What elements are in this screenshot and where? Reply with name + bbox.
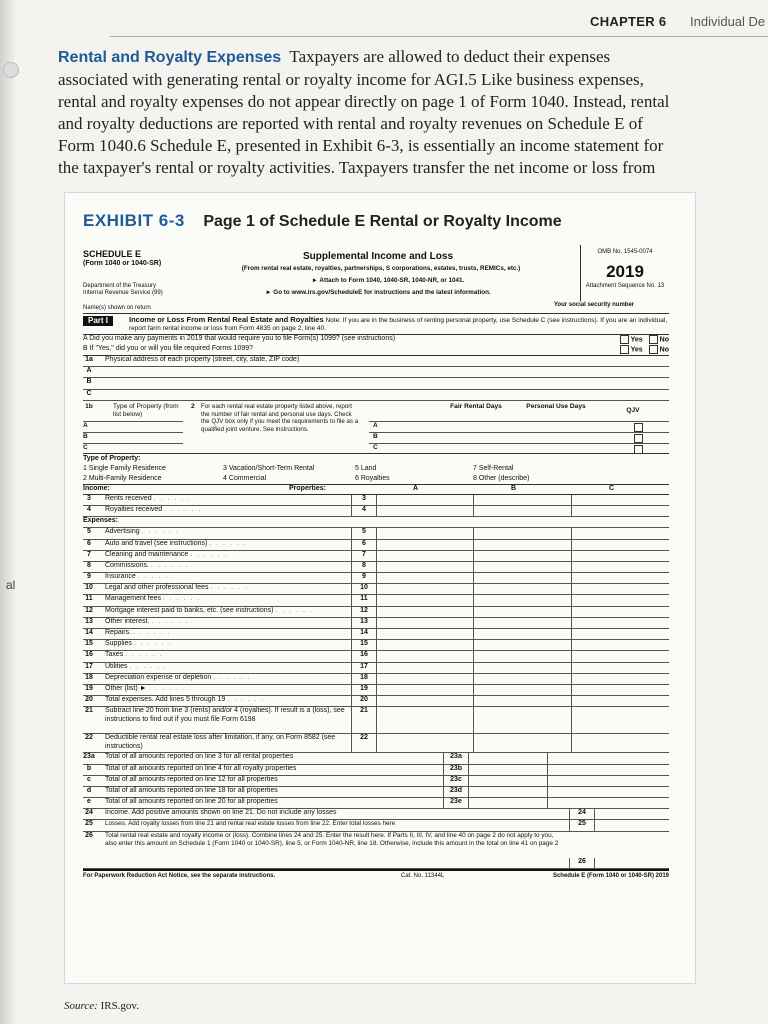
line-text: Physical address of each property (street, city, state, ZIP code) <box>105 356 300 363</box>
line-4-col-a[interactable] <box>375 506 474 516</box>
source-text: IRS.gov. <box>100 1000 139 1012</box>
line-number: 16 <box>85 651 93 659</box>
attachment-seq: Attachment Sequence No. 13 <box>585 283 665 289</box>
prop-letter: C <box>373 443 378 451</box>
qjv-header: QJV <box>626 406 640 414</box>
line-3 <box>83 495 669 506</box>
margin-note: al <box>6 578 16 592</box>
line-14 <box>83 629 669 640</box>
line-23b-field[interactable] <box>467 765 548 775</box>
type-8: 8 Other (describe) <box>473 474 530 482</box>
expenses-label: Expenses: <box>83 517 119 525</box>
paragraph-lead: Rental and Royalty Expenses <box>58 49 282 66</box>
line-20 <box>83 696 669 707</box>
ssn-label: Your social security number <box>553 302 635 308</box>
type-entry-b[interactable] <box>83 433 183 444</box>
yes-label: Yes <box>630 346 643 354</box>
line-17-col-b[interactable] <box>473 663 572 673</box>
line-number: 17 <box>85 662 93 670</box>
form-header <box>83 245 669 314</box>
type-7: 7 Self-Rental <box>473 464 514 472</box>
question-a-choices <box>616 335 669 345</box>
part-heading <box>129 315 669 333</box>
part-label: Part I <box>83 316 113 326</box>
irs-line: Internal Revenue Service (99) <box>83 290 163 297</box>
income-label: Income: <box>83 484 110 492</box>
address-row-c[interactable] <box>83 390 669 401</box>
prop-letter: A <box>86 367 92 375</box>
col-a-header: A <box>413 484 419 492</box>
line-number: 8 <box>87 561 91 569</box>
type-heading: Type of Property: <box>83 454 141 462</box>
line-text: Utilities . . . . . . <box>105 662 168 670</box>
line-24-box: 24 <box>569 809 595 819</box>
type-6: 6 Royalties <box>355 474 390 482</box>
chapter-label: CHAPTER 6 <box>590 14 667 29</box>
line-text: Insurance . . . . . . <box>105 573 176 581</box>
schedule-name: SCHEDULE E <box>83 249 142 259</box>
question-a-yes-checkbox[interactable] <box>620 335 629 344</box>
line-text: Advertising . . . . . . <box>105 528 180 536</box>
line-number: 4 <box>87 505 91 513</box>
line-15-col-b[interactable] <box>473 640 572 650</box>
line-4 <box>83 506 669 517</box>
line-25-field[interactable] <box>593 820 669 830</box>
line-25-text: Losses. Add royalty losses from line 21 and rental real estate losses from line 22. Enter total losses here <box>105 820 396 828</box>
line-number: d <box>86 786 92 794</box>
prop-letter: B <box>83 432 88 440</box>
expenses-header <box>83 517 669 528</box>
qjv-checkbox-a[interactable] <box>634 423 643 432</box>
line-box-number: 12 <box>351 607 377 617</box>
line-22 <box>83 734 669 753</box>
line-23e-field[interactable] <box>467 798 548 808</box>
line-22-col-a[interactable] <box>375 734 474 752</box>
line-16-col-a[interactable] <box>375 651 474 661</box>
prop-letter: A <box>373 421 378 429</box>
line-number: 1b <box>85 402 93 410</box>
line-24 <box>83 809 669 820</box>
line-23d-field[interactable] <box>467 787 548 797</box>
question-b-no-checkbox[interactable] <box>649 345 658 354</box>
part-note: Note: If you are in the business of renting personal property, use Schedule C (see instructions). If you are an individual, report farm rental income or loss from Form 4835 on page 2, line 40. <box>129 317 668 333</box>
line-6 <box>83 540 669 551</box>
line-box-number: 18 <box>351 674 377 684</box>
line-16 <box>83 651 669 662</box>
question-b <box>83 345 669 356</box>
line-7-col-a[interactable] <box>375 551 474 561</box>
line-box-number: 9 <box>351 573 377 583</box>
line-25-box: 25 <box>569 820 595 830</box>
line-6-col-a[interactable] <box>375 540 474 550</box>
line-10-col-b[interactable] <box>473 584 572 594</box>
source-note <box>64 1000 139 1012</box>
line-number: 10 <box>85 584 93 592</box>
line-box-number: 16 <box>351 651 377 661</box>
line-15-col-a[interactable] <box>375 640 474 650</box>
source-label: Source: <box>64 1000 98 1012</box>
paperwork-note: For Paperwork Reduction Act Notice, see the separate instructions. <box>83 872 276 879</box>
line-box-number: 10 <box>351 584 377 594</box>
line-9 <box>83 573 669 584</box>
line-number: 5 <box>87 528 91 536</box>
line-text: Royalties received . . . . . . <box>105 505 203 513</box>
prop-letter: C <box>86 389 92 397</box>
omb-number: OMB No. 1545-0074 <box>597 249 653 255</box>
line-number: 2 <box>191 402 195 410</box>
line-23a-field[interactable] <box>467 753 548 763</box>
line-23e-text: Total of all amounts reported on line 20 for all properties <box>105 798 278 806</box>
question-b-text: B If "Yes," did you or will you file required Forms 1099? <box>83 345 254 352</box>
line-number: 15 <box>85 640 93 648</box>
line-10 <box>83 584 669 595</box>
line-text: Management fees . . . . . . <box>105 595 201 603</box>
line-23d-box: 23d <box>443 787 469 797</box>
line-box-number: 11 <box>351 595 377 605</box>
line-text: Rents received . . . . . . <box>105 494 192 502</box>
line-11 <box>83 595 669 606</box>
schedule-e-form <box>83 245 669 885</box>
line-7 <box>83 551 669 562</box>
line-box-number: 5 <box>351 528 377 538</box>
line-number: 24 <box>85 809 93 817</box>
attach-note: ► Attach to Form 1040, 1040-SR, 1040-NR, or 1041. <box>311 277 465 284</box>
line-4-col-b[interactable] <box>473 506 572 516</box>
income-header <box>83 484 669 495</box>
line-12-col-b[interactable] <box>473 607 572 617</box>
line-5 <box>83 528 669 539</box>
line-26-text: Total rental real estate and royalty income or (loss). Combine lines 24 and 25. Enter the result here. If Parts II, III, IV, and line 40 on page 2 do not apply to you, also enter this amount on Schedule 1 (Form 1040 or 1040-SR), line 5, or Form 1040-NR, line 18. Otherwise, include this amount in the total on line 41 on page 2 <box>105 831 559 847</box>
line-box-number: 8 <box>351 562 377 572</box>
binding-hole <box>3 62 19 78</box>
line-9-col-a[interactable] <box>375 573 474 583</box>
prop-letter: C <box>83 443 88 451</box>
personal-use-header: Personal Use Days <box>526 402 586 410</box>
line-text: Auto and travel (see instructions) . . . . . . <box>105 539 248 547</box>
line-23c-text: Total of all amounts reported on line 12 for all properties <box>105 775 278 783</box>
line-number: 25 <box>85 820 93 828</box>
prop-letter: B <box>86 378 92 386</box>
line-23a-text: Total of all amounts reported on line 3 for all rental properties <box>105 753 294 761</box>
line-text: Other interest. . . . . . . <box>105 617 190 625</box>
line-24-text: Income. Add positive amounts shown on line 21. Do not include any losses <box>105 809 337 817</box>
line-number: 1a <box>85 356 93 363</box>
line-13 <box>83 618 669 629</box>
line-21-col-b[interactable] <box>473 707 572 733</box>
fair-rental-header: Fair Rental Days <box>450 402 502 410</box>
line-text: Mortgage interest paid to banks, etc. (see instructions) . . . . . . <box>105 606 314 614</box>
line-13-col-a[interactable] <box>375 618 474 628</box>
line-number: b <box>86 764 92 772</box>
line-17-col-a[interactable] <box>375 663 474 673</box>
body-paragraph <box>58 46 678 179</box>
type-property-label: Type of Property (from list below) <box>113 402 179 418</box>
address-row-a[interactable] <box>83 367 669 378</box>
line-text: Repairs. . . . . . . <box>105 629 171 636</box>
section-label: Individual De <box>690 14 766 29</box>
type-entry-c[interactable] <box>83 444 183 453</box>
line-25 <box>83 820 669 831</box>
line-22-text: Deductible rental real estate loss after limitation, if any, on Form 8582 (see instructions) <box>105 734 336 751</box>
line-number: 3 <box>87 494 91 502</box>
line-10-col-a[interactable] <box>375 584 474 594</box>
days-row-b[interactable] <box>369 433 669 444</box>
line-box-number: 3 <box>351 495 377 505</box>
qjv-checkbox-c[interactable] <box>634 445 643 454</box>
line-11-col-a[interactable] <box>375 595 474 605</box>
address-row-b[interactable] <box>83 378 669 389</box>
line-11-col-b[interactable] <box>473 595 572 605</box>
line-9-col-b[interactable] <box>473 573 572 583</box>
exhibit-box <box>64 192 696 984</box>
line-number: 7 <box>87 550 91 558</box>
days-row-a[interactable] <box>369 422 669 433</box>
exhibit-number: EXHIBIT 6-3 <box>83 211 185 230</box>
line-18 <box>83 674 669 685</box>
line-box-number: 4 <box>351 506 377 516</box>
line-16-col-b[interactable] <box>473 651 572 661</box>
line-23b-box: 23b <box>443 765 469 775</box>
line-text: Cleaning and maintenance . . . . . . <box>105 550 229 558</box>
question-a-no-checkbox[interactable] <box>649 335 658 344</box>
type-5: 5 Land <box>355 464 377 472</box>
line-number: 11 <box>85 595 93 603</box>
line-box-number: 17 <box>351 663 377 673</box>
type-4: 4 Commercial <box>223 474 267 482</box>
line-18-col-a[interactable] <box>375 674 474 684</box>
line-6-col-b[interactable] <box>473 540 572 550</box>
line-23b <box>83 765 669 776</box>
line-26-field[interactable] <box>593 858 669 868</box>
line-box-number: 14 <box>351 629 377 639</box>
line-21 <box>83 707 669 734</box>
yes-label: Yes <box>630 336 643 344</box>
line-22-box: 22 <box>351 734 377 752</box>
line-number: 20 <box>85 696 93 704</box>
line-8 <box>83 562 669 573</box>
question-b-yes-checkbox[interactable] <box>620 345 629 354</box>
line-text: Taxes . . . . . . <box>105 651 164 659</box>
line-number: 6 <box>87 539 91 547</box>
names-label: Name(s) shown on return <box>83 305 151 311</box>
line-8-col-b[interactable] <box>473 562 572 572</box>
form-footer <box>83 869 669 885</box>
line-23d <box>83 787 669 798</box>
line-12 <box>83 607 669 618</box>
form-number: (Form 1040 or 1040-SR) <box>83 260 162 267</box>
line-5-col-a[interactable] <box>375 528 474 538</box>
type-3: 3 Vacation/Short-Term Rental <box>223 464 315 472</box>
line-box-number: 6 <box>351 540 377 550</box>
line-1b-block <box>83 401 669 454</box>
line-19-col-b[interactable] <box>473 685 572 695</box>
paragraph-text: Taxpayers are allowed to deduct their expenses associated with generating rental or royalty income for AGI.5 Like business expenses, rental and royalty expenses do not appear directly on page 1 of Form 1040. Instead, rental and royalty deductions are reported with rental and royalty revenues on Schedule E of Form 1040.6 Schedule E, presented in Exhibit 6-3, is essentially an income statement for the taxpayer's rental or royalty activities. Taxpayers transfer the net income or loss from <box>58 47 670 177</box>
col-c-header: C <box>609 484 615 492</box>
line-23a <box>83 753 669 764</box>
line-19 <box>83 685 669 696</box>
days-entries <box>369 421 669 452</box>
part-title: Income or Loss From Rental Real Estate and Royalties <box>129 315 324 324</box>
line-23a-box: 23a <box>443 753 469 763</box>
line-23b-text: Total of all amounts reported on line 4 for all royalty properties <box>105 764 297 772</box>
no-label: No <box>659 336 669 344</box>
part-i-header <box>83 314 669 335</box>
department <box>83 283 163 297</box>
line-20-col-a[interactable] <box>375 696 474 706</box>
type-entry-a[interactable] <box>83 422 183 433</box>
prop-letter: B <box>373 432 378 440</box>
line-7-col-b[interactable] <box>473 551 572 561</box>
line-text: Legal and other professional fees . . . . . . <box>105 584 249 592</box>
line-text: Supplies . . . . . . <box>105 640 172 648</box>
col-b-header: B <box>511 484 517 492</box>
line-box-number: 7 <box>351 551 377 561</box>
goto-note: ► Go to www.irs.gov/ScheduleE for instructions and the latest information. <box>265 289 491 296</box>
line-number: 23a <box>83 753 95 761</box>
line-21-text: Subtract line 20 from line 3 (rents) and/or 4 (royalties). If result is a (loss), see instructions to find out if you must file Form 6198 <box>105 707 345 724</box>
line-23c-field[interactable] <box>467 776 548 786</box>
line-5-col-b[interactable] <box>473 528 572 538</box>
line-23c-box: 23c <box>443 776 469 786</box>
line-14-col-b[interactable] <box>473 629 572 639</box>
line-23c <box>83 776 669 787</box>
line-number: 14 <box>85 629 93 636</box>
line-21-col-a[interactable] <box>375 707 474 733</box>
line-18-col-b[interactable] <box>473 674 572 684</box>
line-1a <box>83 356 669 367</box>
header-rule <box>110 36 768 37</box>
type-entries <box>83 421 183 452</box>
line-2-text: For each rental real estate property listed above, report the number of fair rental and personal use days. Check the QJV box only if you meet the requirements to file as a qualified joint venture. See instructions. <box>201 402 359 433</box>
line-text: Depreciation expense or depletion . . . . . . <box>105 673 252 681</box>
line-number: 22 <box>85 734 93 742</box>
question-b-choices <box>616 345 669 355</box>
tax-year: 2019 <box>606 262 644 281</box>
line-number: 18 <box>85 673 93 681</box>
exhibit-caption: Page 1 of Schedule E Rental or Royalty Income <box>203 213 562 230</box>
properties-label: Properties: <box>289 484 326 492</box>
line-box-number: 20 <box>351 696 377 706</box>
page-gutter <box>0 0 14 1024</box>
cat-number: Cat. No. 11344L <box>401 872 445 879</box>
line-24-field[interactable] <box>593 809 669 819</box>
form-title: Supplemental Income and Loss <box>302 251 454 262</box>
line-number: 26 <box>85 831 93 839</box>
days-row-c[interactable] <box>369 444 669 453</box>
line-23d-text: Total of all amounts reported on line 18 for all properties <box>105 786 278 794</box>
line-number: 12 <box>85 606 93 614</box>
line-number: c <box>87 775 91 783</box>
line-box-number: 19 <box>351 685 377 695</box>
line-13-col-b[interactable] <box>473 618 572 628</box>
line-text: Other (list) ► . . . . . . <box>105 684 187 692</box>
line-number: e <box>87 798 91 806</box>
line-number: 19 <box>85 684 93 692</box>
question-a-text: A Did you make any payments in 2019 that would require you to file Form(s) 1099? (see instructions) <box>83 335 396 342</box>
line-number: 21 <box>85 707 93 715</box>
qjv-checkbox-b[interactable] <box>634 434 643 443</box>
form-subtitle: (From rental real estate, royalties, partnerships, S corporations, estates, trusts, REMICs, etc.) <box>241 265 521 272</box>
line-text: Commissions. . . . . . . <box>105 561 189 569</box>
line-12-col-a[interactable] <box>375 607 474 617</box>
line-26 <box>83 832 669 869</box>
line-box-number: 13 <box>351 618 377 628</box>
line-number: 9 <box>87 573 91 581</box>
line-15 <box>83 640 669 651</box>
question-a <box>83 335 669 345</box>
line-8-col-a[interactable] <box>375 562 474 572</box>
line-text: Total expenses. Add lines 5 through 19 . . . . . . <box>105 696 266 704</box>
type-1: 1 Single Family Residence <box>83 464 166 472</box>
exhibit-title <box>83 211 562 231</box>
prop-letter: A <box>83 421 88 429</box>
no-label: No <box>659 346 669 354</box>
line-3-col-b[interactable] <box>473 495 572 505</box>
line-23e-box: 23e <box>443 798 469 808</box>
line-box-number: 15 <box>351 640 377 650</box>
line-rows <box>83 495 669 708</box>
line-26-box: 26 <box>569 858 595 868</box>
line-23e <box>83 798 669 809</box>
line-number: 13 <box>85 617 93 625</box>
line-19-col-a[interactable] <box>375 685 474 695</box>
property-type-list <box>83 454 669 495</box>
line-22-col-b[interactable] <box>473 734 572 752</box>
line-14-col-a[interactable] <box>375 629 474 639</box>
line-20-col-b[interactable] <box>473 696 572 706</box>
line-3-col-a[interactable] <box>375 495 474 505</box>
line-21-box: 21 <box>351 707 377 733</box>
dept-line: Department of the Treasury <box>83 283 157 289</box>
type-2: 2 Multi-Family Residence <box>83 474 162 482</box>
footer-form-name: Schedule E (Form 1040 or 1040-SR) 2019 <box>552 872 669 879</box>
line-17 <box>83 663 669 674</box>
